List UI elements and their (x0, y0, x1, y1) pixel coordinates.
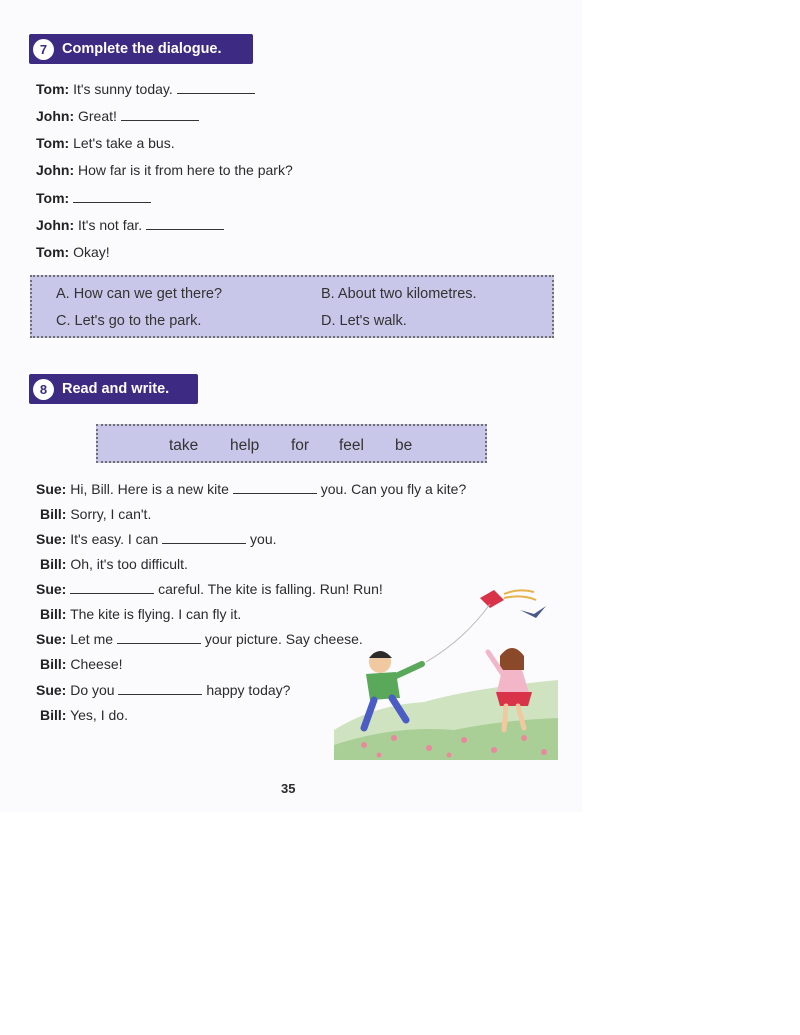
dialogue-line (40, 706, 128, 724)
page-number: 35 (281, 781, 296, 796)
line-text: Yes, I do. (70, 707, 128, 723)
line-text: Let's take a bus. (73, 135, 175, 151)
option-c: C. Let's go to the park. (56, 313, 202, 329)
speaker: Bill: (40, 556, 67, 572)
speaker: Sue: (36, 631, 67, 647)
kite (480, 590, 504, 608)
dialogue-line (36, 630, 363, 648)
answer-blank[interactable] (121, 107, 199, 121)
line-text-after: your picture. Say cheese. (204, 631, 363, 647)
section-7-header (29, 34, 253, 64)
speaker: Sue: (36, 481, 67, 497)
speaker: Bill: (40, 707, 67, 723)
speaker: Tom: (36, 81, 70, 97)
speaker: John: (36, 217, 75, 233)
word-help: help (230, 437, 260, 454)
section-7-number: 7 (33, 39, 54, 60)
speaker: Bill: (40, 506, 67, 522)
answer-blank[interactable] (70, 580, 154, 594)
kite-tail-1 (504, 590, 534, 594)
answer-blank[interactable] (177, 80, 255, 94)
word-for: for (291, 437, 310, 454)
dialogue-line (40, 605, 241, 623)
section-8-title: Read and write. (62, 381, 170, 397)
option-a: A. How can we get there? (56, 286, 223, 302)
kite-string (426, 604, 490, 662)
dialogue-line (36, 189, 151, 207)
option-b: B. About two kilometres. (321, 286, 477, 302)
line-text: It's sunny today. (73, 81, 173, 97)
speaker: John: (36, 108, 75, 124)
line-text: It's not far. (78, 217, 143, 233)
speaker: Tom: (36, 244, 70, 260)
kite-illustration (334, 580, 558, 760)
speaker: Tom: (36, 190, 70, 206)
speaker: Bill: (40, 606, 67, 622)
bird (520, 606, 546, 618)
word-take: take (169, 437, 199, 454)
answer-blank[interactable] (73, 189, 151, 203)
dialogue-line (40, 505, 151, 523)
line-text: Sorry, I can't. (70, 506, 152, 522)
word-feel: feel (339, 437, 364, 454)
dialogue-line (36, 161, 293, 179)
line-text: Great! (78, 108, 117, 124)
dialogue-line (40, 655, 123, 673)
speaker: Sue: (36, 581, 67, 597)
dialogue-line (40, 555, 188, 573)
line-text-after: you. (250, 531, 277, 547)
line-text-after: careful. The kite is falling. Run! Run! (158, 581, 383, 597)
section-8-number: 8 (33, 379, 54, 400)
line-text-before: It's easy. I can (70, 531, 159, 547)
answer-blank[interactable] (233, 480, 317, 494)
kite-tail-2 (504, 596, 536, 600)
answer-blank[interactable] (118, 681, 202, 695)
line-text-before: Hi, Bill. Here is a new kite (70, 481, 229, 497)
section-8-header (29, 374, 198, 404)
dialogue-line (36, 580, 383, 598)
dialogue-line (36, 107, 199, 125)
line-text: The kite is flying. I can fly it. (70, 606, 242, 622)
line-text: Oh, it's too difficult. (70, 556, 188, 572)
options-box (30, 275, 554, 338)
dialogue-line (36, 480, 466, 498)
line-text-after: you. Can you fly a kite? (320, 481, 467, 497)
line-text: How far is it from here to the park? (78, 162, 293, 178)
answer-blank[interactable] (146, 216, 224, 230)
speaker: Bill: (40, 656, 67, 672)
speaker: John: (36, 162, 75, 178)
speaker: Sue: (36, 531, 67, 547)
dialogue-line (36, 80, 255, 98)
line-text: Cheese! (70, 656, 123, 672)
dialogue-line (36, 134, 175, 152)
answer-blank[interactable] (162, 530, 246, 544)
line-text-before: Let me (70, 631, 114, 647)
dialogue-line (36, 216, 224, 234)
dialogue-line (36, 243, 110, 261)
section-7-title: Complete the dialogue. (62, 41, 222, 57)
option-d: D. Let's walk. (321, 313, 407, 329)
dialogue-line (36, 681, 290, 699)
speaker: Sue: (36, 682, 67, 698)
line-text: Okay! (73, 244, 110, 260)
word-be: be (395, 437, 413, 454)
speaker: Tom: (36, 135, 70, 151)
line-text-after: happy today? (206, 682, 291, 698)
answer-blank[interactable] (117, 630, 201, 644)
dialogue-line (36, 530, 277, 548)
line-text-before: Do you (70, 682, 115, 698)
word-bank (96, 424, 487, 463)
